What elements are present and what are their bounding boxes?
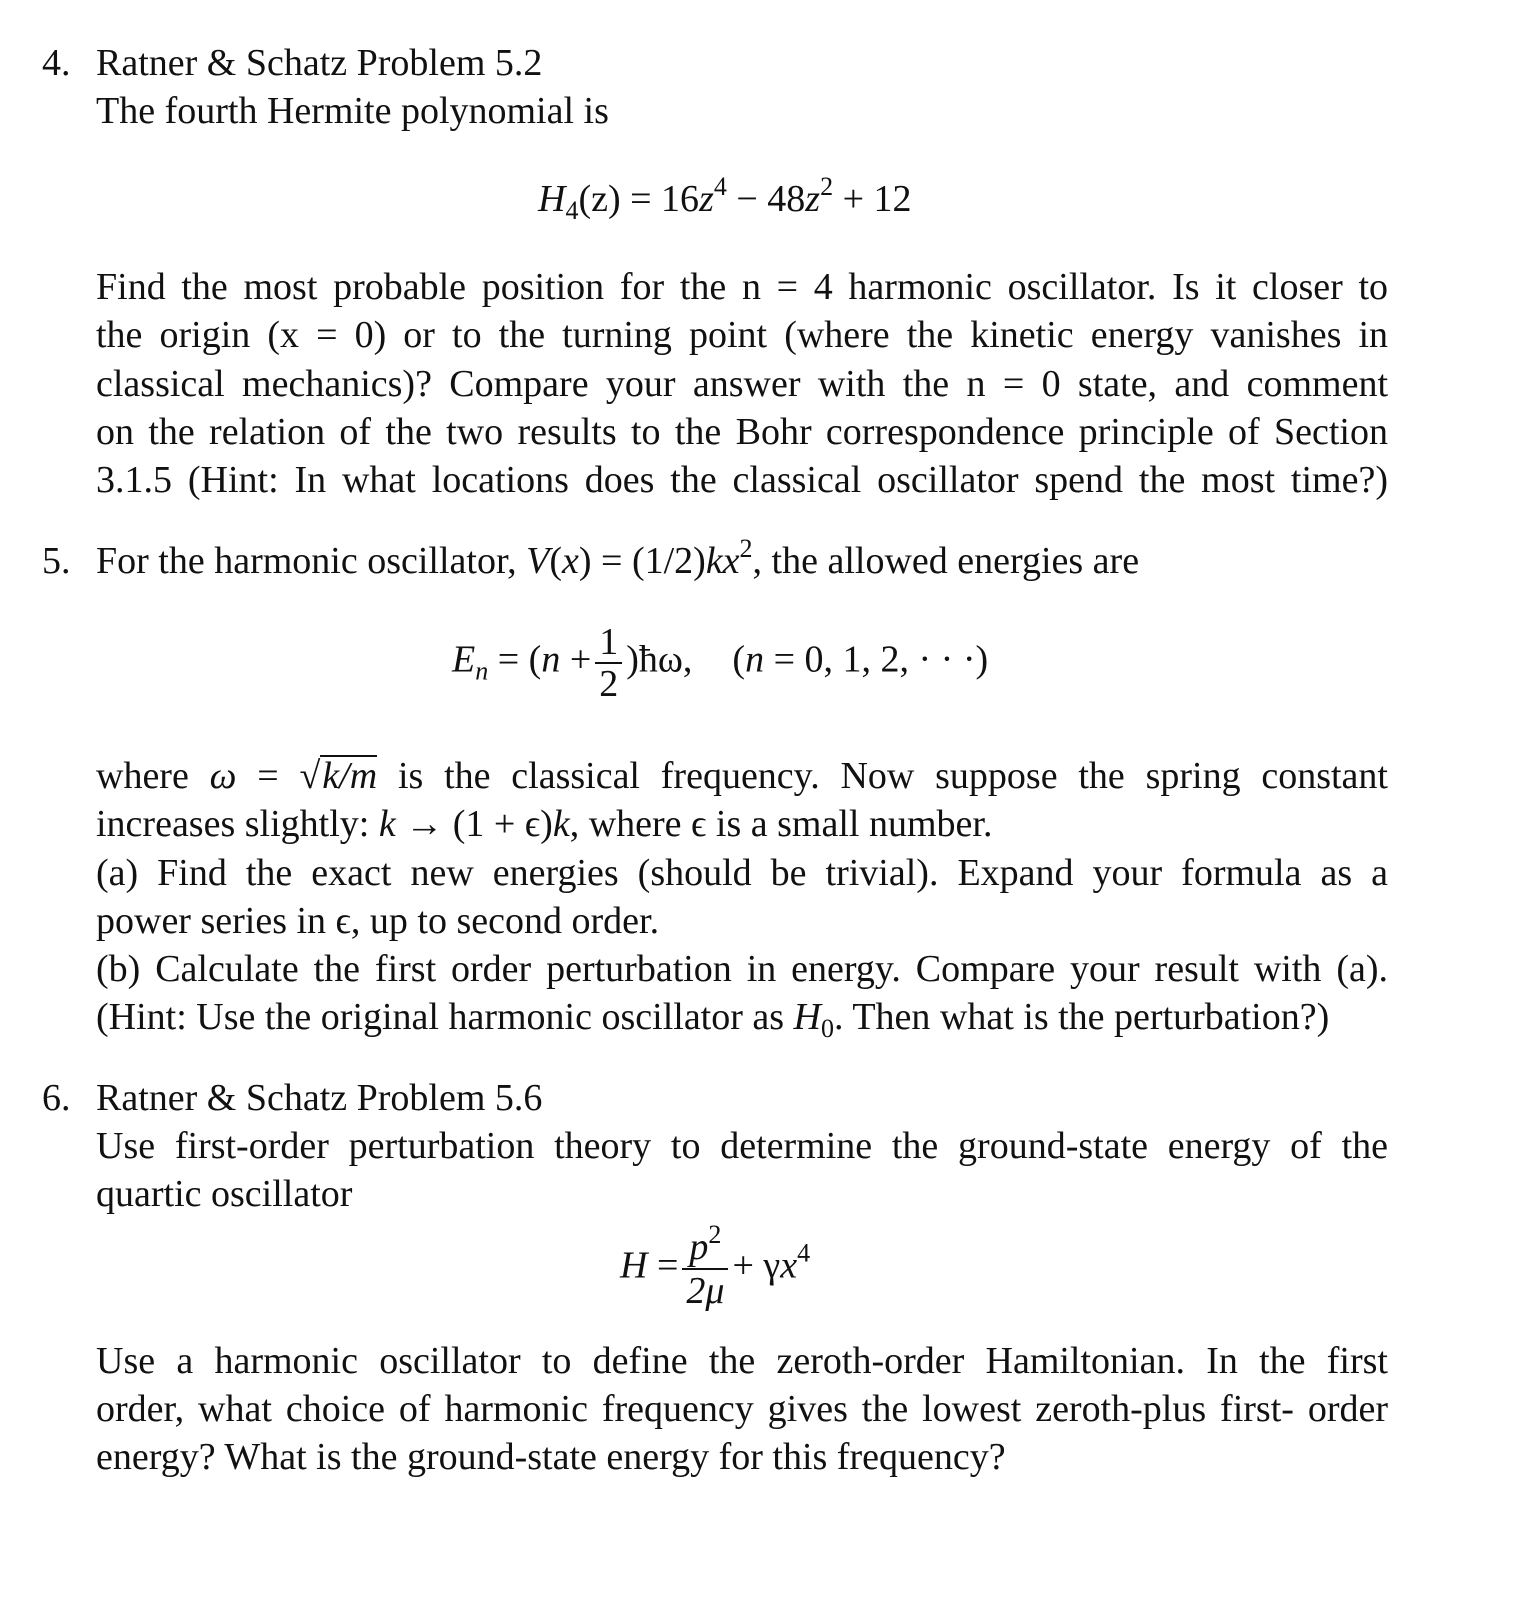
problem-4-body-line-4: on the relation of the two results to the Bohr correspondence principle of Section: [96, 411, 1388, 453]
problem-4-number: 4.: [42, 42, 71, 84]
quartic-hamiltonian-equation: H = $\frac{p^2}{2\mu}$ + $\gamma x^4$: [620, 1220, 811, 1312]
problem-6-body-line-2: order, what choice of harmonic frequency gives the lowest zeroth-plus first- order: [96, 1388, 1388, 1430]
energy-equation: $E_n = (n$ + $\frac{1}{2}$ )ħω, (n = 0, 1, 2, · · ·): [452, 621, 989, 705]
p-squared-fraction: $\frac{p^2}{2\mu}$: [682, 1226, 728, 1312]
problem-5-part-a-line-2: power series in ϵ, up to second order.: [96, 900, 660, 942]
problem-6-number: 6.: [42, 1077, 71, 1119]
problem-5-part-a-line-1: (a) Find the exact new energies (should be trivial). Expand your formula as a: [96, 852, 1388, 894]
problem-4-body-line-1: Find the most probable position for the n = 4 harmonic oscillator. Is it closer to: [96, 266, 1388, 308]
problem-5-part-b-line-2: (Hint: Use the original harmonic oscillator as $H_0$. Then what is the perturbation?): [96, 996, 1330, 1043]
problem-6-intro-line-1: Use first-order perturbation theory to determine the ground-state energy of the: [96, 1125, 1388, 1167]
problem-4-title: Ratner & Schatz Problem 5.2: [96, 42, 543, 84]
one-half-fraction: $\frac{1}{2}$: [595, 622, 622, 704]
problem-5-increase-line: increases slightly: k → (1 + ϵ)k, where ϵ is a small number.: [96, 803, 993, 845]
problem-4-intro: The fourth Hermite polynomial is: [96, 90, 609, 132]
problem-5-number: 5.: [42, 540, 71, 582]
problem-6-intro-line-2: quartic oscillator: [96, 1173, 353, 1215]
problem-4-body-line-3: classical mechanics)? Compare your answer with the n = 0 state, and comment: [96, 363, 1388, 405]
problem-4-body-line-5: 3.1.5 (Hint: In what locations does the classical oscillator spend the most time?): [96, 459, 1388, 501]
problem-6-title: Ratner & Schatz Problem 5.6: [96, 1077, 543, 1119]
problem-5-part-b-line-1: (b) Calculate the first order perturbation in energy. Compare your result with (a).: [96, 948, 1388, 990]
problem-5-intro: For the harmonic oscillator, $V(x) = (1/2)kx^2$, the allowed energies are: [96, 534, 1140, 582]
problem-4-body-line-2: the origin (x = 0) or to the turning point (where the kinetic energy vanishes in: [96, 314, 1388, 356]
hermite-equation: $H_4(z) = 16z^4 - 48z^2 + 12$: [538, 172, 912, 225]
problem-6-body-line-3: energy? What is the ground-state energy for this frequency?: [96, 1436, 1006, 1478]
problem-5-where-line: where ω = √k/m is the classical frequency. Now suppose the spring constant: [96, 755, 1388, 797]
problem-6-body-line-1: Use a harmonic oscillator to define the zeroth-order Hamiltonian. In the first: [96, 1340, 1388, 1382]
